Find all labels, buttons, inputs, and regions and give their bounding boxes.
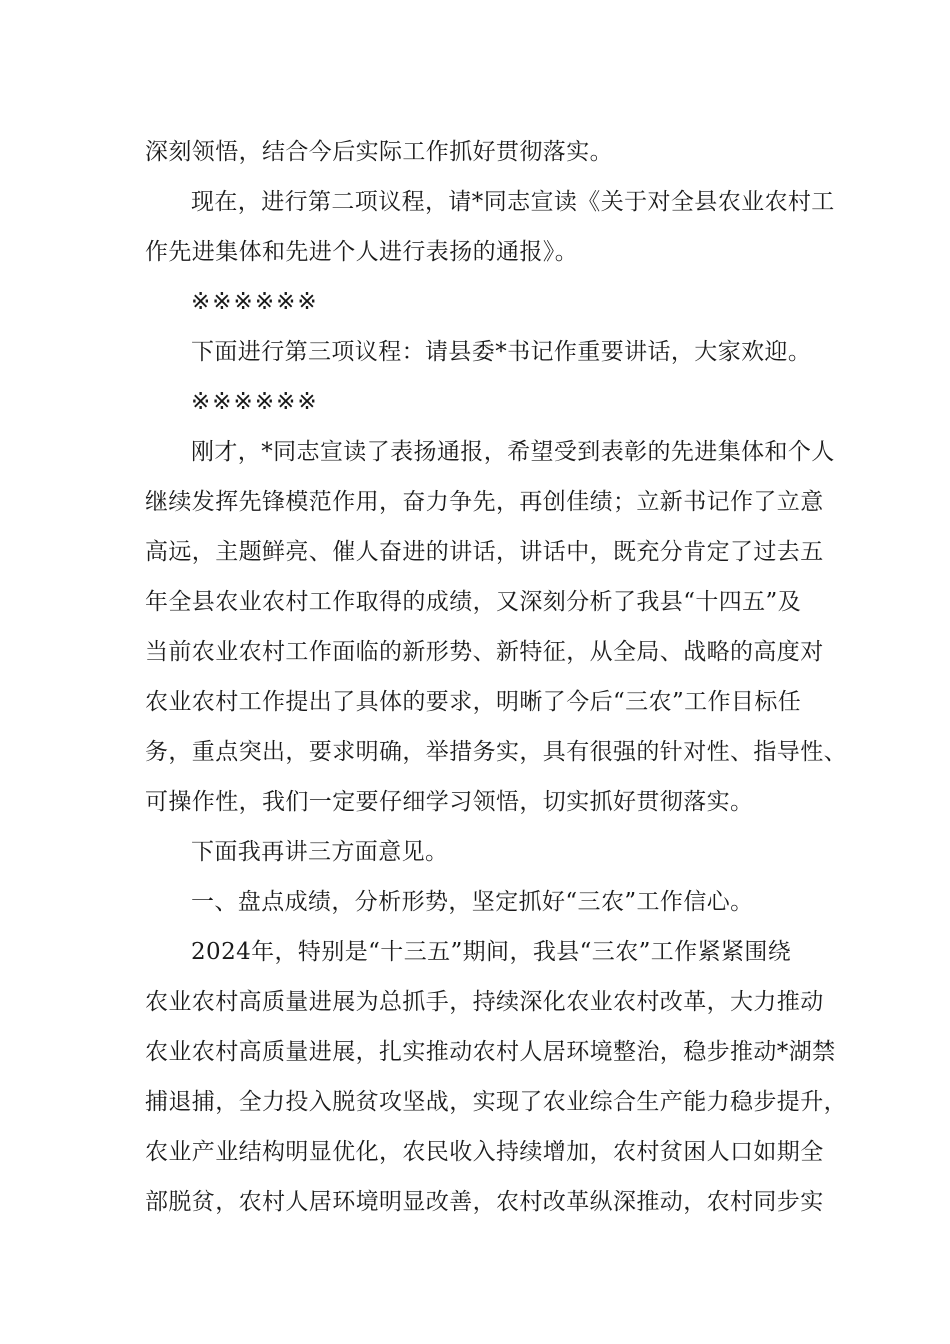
text-line: 继续发挥先锋模范作用，奋力争先，再创佳绩；立新书记作了立意 bbox=[145, 489, 824, 515]
text-line: 务，重点突出，要求明确，举措务实，具有很强的针对性、指导性、 bbox=[145, 739, 847, 765]
text-line: 当前农业农村工作面临的新形势、新特征，从全局、战略的高度对 bbox=[145, 639, 824, 665]
separator-symbols: ※※※※※※ bbox=[191, 389, 319, 415]
text-line: 部脱贫，农村人居环境明显改善，农村改革纵深推动，农村同步实 bbox=[145, 1189, 824, 1215]
section-heading: 一、盘点成绩，分析形势，坚定抓好“三农”工作信心。 bbox=[191, 889, 754, 915]
text-line: 高远，主题鲜亮、催人奋进的讲话，讲话中，既充分肯定了过去五 bbox=[145, 539, 824, 565]
text-line: 农业产业结构明显优化，农民收入持续增加，农村贫困人口如期全 bbox=[145, 1139, 824, 1165]
text-line: 下面我再讲三方面意见。 bbox=[191, 839, 449, 865]
separator-symbols: ※※※※※※ bbox=[191, 289, 319, 315]
text-line: 现在，进行第二项议程，请*同志宣读《关于对全县农业农村工 bbox=[191, 189, 835, 215]
text-line: 农业农村高质量进展，扎实推动农村人居环境整治，稳步推动*湖禁 bbox=[145, 1039, 836, 1065]
text-line: 可操作性，我们一定要仔细学习领悟，切实抓好贯彻落实。 bbox=[145, 789, 754, 815]
text-line: 农业农村工作提出了具体的要求，明晰了今后“三农”工作目标任 bbox=[145, 689, 802, 715]
text-line: 农业农村高质量进展为总抓手，持续深化农业农村改革，大力推动 bbox=[145, 989, 824, 1015]
text-line: 作先进集体和先进个人进行表扬的通报》。 bbox=[145, 239, 579, 265]
text-line: 2024年，特别是“十三五”期间，我县“三农”工作紧紧围绕 bbox=[191, 939, 792, 965]
text-line: 刚才，*同志宣读了表扬通报，希望受到表彰的先进集体和个人 bbox=[191, 439, 835, 465]
text-line: 年全县农业农村工作取得的成绩，又深刻分析了我县“十四五”及 bbox=[145, 589, 802, 615]
text-line: 下面进行第三项议程：请县委*书记作重要讲话，大家欢迎。 bbox=[191, 339, 812, 365]
text-line: 深刻领悟，结合今后实际工作抓好贯彻落实。 bbox=[145, 139, 613, 165]
text-line: 捕退捕，全力投入脱贫攻坚战，实现了农业综合生产能力稳步提升， bbox=[145, 1089, 847, 1115]
